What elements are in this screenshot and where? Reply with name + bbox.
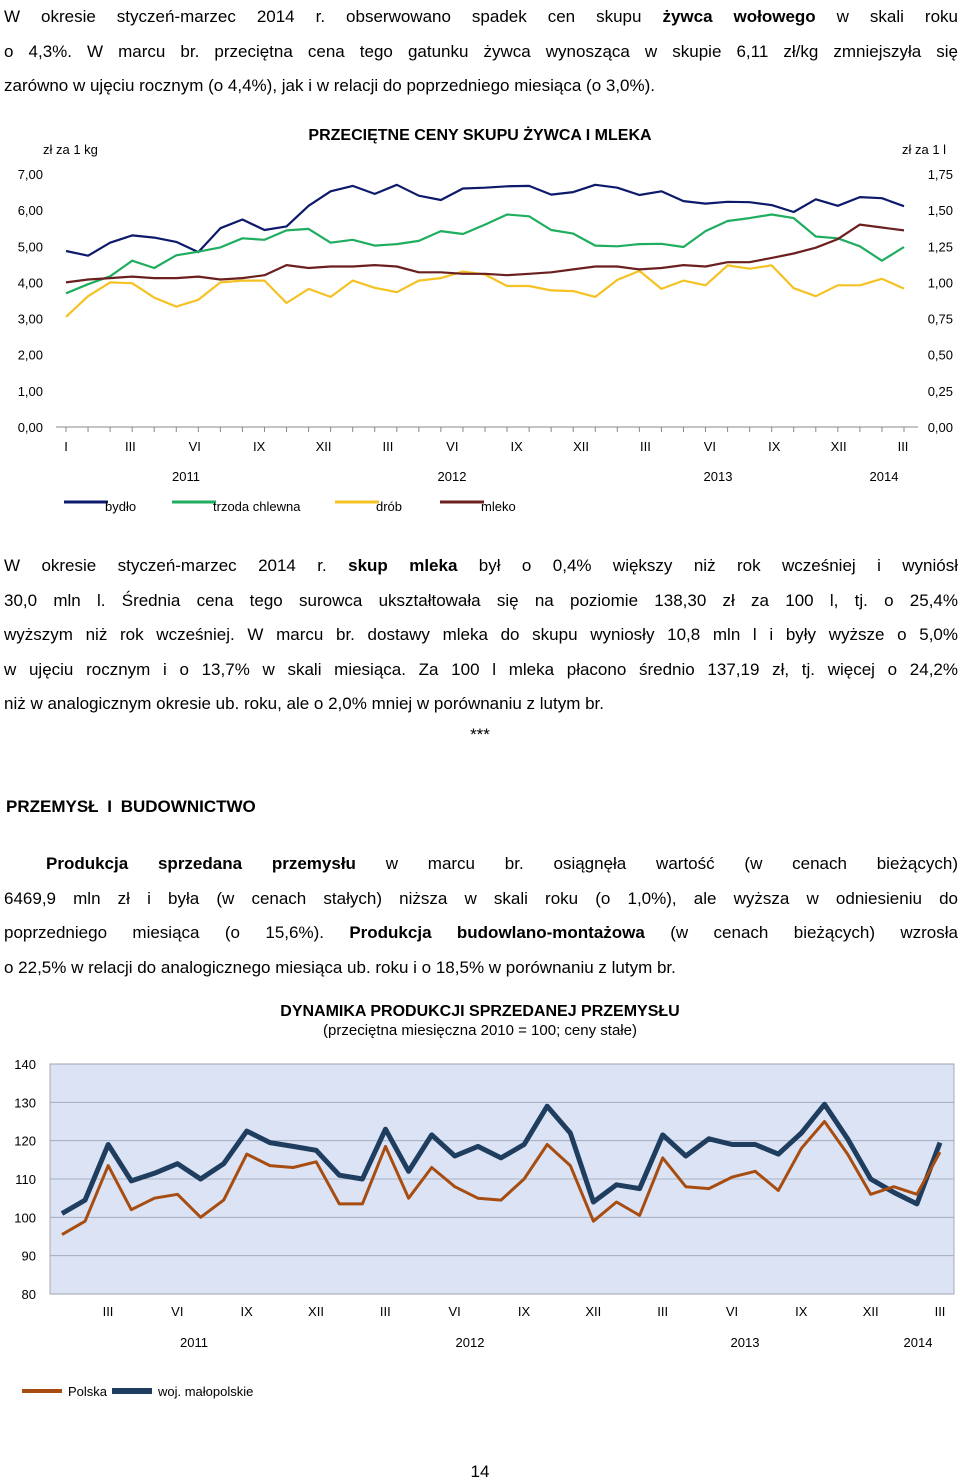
y-axis-ticks — [14, 1057, 36, 1302]
x-tick-label: XII — [573, 439, 590, 454]
x-tick-label: III — [379, 1304, 391, 1319]
year-label: 2014 — [869, 469, 899, 484]
x-tick-label: IX — [253, 439, 266, 454]
milk-line-5: niż w analogicznym okresie ub. roku, ale o 2,0% mniej w porównaniu z lutym br. — [4, 694, 605, 713]
x-tick-label: VI — [188, 439, 201, 454]
milk-paragraph — [4, 549, 958, 722]
series-line-bydlo — [66, 185, 904, 256]
right-tick-label: 1,25 — [927, 239, 953, 255]
year-label: 2011 — [180, 1335, 208, 1350]
series-line-trzoda — [66, 215, 904, 294]
x-tick-label: XII — [315, 439, 332, 454]
livestock-line-3: zarówno w ujęciu rocznym (o 4,4%), jak i w relacji do poprzedniego miesiąca (o 3,0%). — [4, 76, 656, 95]
legend-label: bydło — [105, 499, 137, 514]
left-axis-unit: zł za 1 kg — [43, 142, 98, 157]
year-label: 2014 — [903, 1335, 933, 1350]
right-tick-label: 0,50 — [927, 347, 953, 363]
right-tick-label: 0,75 — [927, 311, 953, 327]
x-tick-label: III — [640, 439, 651, 454]
right-axis-unit: zł za 1 l — [902, 142, 947, 157]
text-segment: poprzedniego miesiąca (o 15,6%). — [4, 923, 350, 942]
bold-term: Produkcja sprzedana przemysłu — [46, 854, 356, 873]
chart-title: PRZECIĘTNE CENY SKUPU ŻYWCA I MLEKA — [308, 127, 652, 144]
y-tick-label: 80 — [21, 1287, 36, 1302]
x-tick-label: VI — [171, 1304, 184, 1319]
x-tick-label: XII — [830, 439, 847, 454]
chart-title: DYNAMIKA PRODUKCJI SPRZEDANEJ PRZEMYSŁU — [280, 1003, 680, 1020]
left-tick-label: 0,00 — [17, 420, 43, 435]
left-tick-label: 5,00 — [17, 239, 43, 255]
x-tick-label: III — [102, 1304, 114, 1319]
section-heading: PRZEMYSŁ I BUDOWNICTWO — [6, 797, 256, 816]
year-label: 2012 — [437, 469, 467, 484]
x-tick-label: XII — [862, 1304, 879, 1319]
year-label: 2013 — [703, 469, 733, 484]
left-tick-label: 2,00 — [17, 347, 43, 363]
y-tick-label: 130 — [14, 1095, 36, 1111]
year-label: 2013 — [730, 1335, 760, 1350]
y-tick-label: 120 — [14, 1133, 36, 1149]
x-tick-label: XII — [585, 1304, 602, 1319]
livestock-price-chart — [0, 110, 960, 530]
industry-line-4: o 22,5% w relacji do analogicznego miesiąca ub. roku i o 18,5% w porównaniu z lutym br. — [4, 957, 676, 977]
bold-term: skup mleka — [348, 556, 458, 575]
livestock-line-1 — [4, 0, 958, 35]
industry-line-2: 6469,9 mln zł i była (w cenach stałych) niższa w skali roku (o 1,0%), ale wyższa w odniesieniu do — [4, 888, 958, 908]
industry-paragraph — [4, 847, 958, 985]
milk-line-1 — [4, 549, 958, 584]
page-number: 14 — [470, 1462, 490, 1481]
industrial-production-chart — [0, 990, 960, 1410]
chart-subtitle: (przeciętna miesięczna 2010 = 100; ceny stałe) — [323, 1022, 637, 1039]
chart-legend — [22, 1384, 253, 1399]
x-tick-label: IX — [768, 439, 781, 454]
right-tick-label: 0,25 — [927, 383, 953, 399]
right-tick-label: 1,50 — [927, 203, 953, 219]
text-segment: W okresie styczeń-marzec 2014 r. — [4, 556, 349, 575]
right-axis-ticks — [928, 167, 953, 435]
bold-term: Produkcja budowlano-montażowa — [349, 923, 645, 942]
x-tick-label: IX — [517, 1304, 531, 1319]
right-tick-label: 1,00 — [927, 275, 953, 291]
milk-line-3: wyższym niż rok wcześniej. W marcu br. dostawy mleka do skupu wyniosły 10,8 mln l i były wyższe o 5,0% — [4, 625, 958, 644]
year-label: 2011 — [172, 469, 200, 484]
left-tick-label: 6,00 — [17, 203, 43, 219]
x-tick-label: III — [382, 439, 394, 454]
y-tick-label: 90 — [21, 1248, 36, 1264]
left-axis-ticks — [18, 167, 43, 435]
x-tick-label: IX — [240, 1304, 253, 1319]
text-segment: był o 0,4% większy niż rok wcześniej i wyniósł — [457, 556, 958, 575]
y-tick-label: 100 — [14, 1210, 36, 1226]
x-tick-label: I — [64, 439, 68, 454]
x-tick-label: XII — [308, 1304, 324, 1319]
text-segment: w marcu br. osiągnęła wartość (w cenach bieżących) — [355, 854, 958, 873]
year-label: 2012 — [455, 1335, 485, 1350]
text-segment: W okresie styczeń-marzec 2014 r. obserwowano spadek cen skupu — [4, 7, 663, 26]
legend-label: mleko — [481, 499, 516, 514]
legend-label: trzoda chlewna — [213, 499, 301, 514]
x-tick-label: VI — [725, 1304, 739, 1319]
right-tick-label: 1,75 — [927, 167, 953, 182]
right-tick-label: 0,00 — [927, 420, 953, 435]
x-tick-label: III — [934, 1304, 946, 1319]
section-separator: *** — [470, 725, 490, 744]
left-tick-label: 4,00 — [17, 275, 43, 291]
left-tick-label: 3,00 — [17, 311, 43, 327]
legend-label: woj. małopolskie — [158, 1384, 254, 1399]
industry-line-1 — [4, 847, 958, 882]
series-lines — [66, 185, 904, 317]
x-tick-label: VI — [446, 439, 459, 454]
legend-label: drób — [376, 499, 403, 514]
x-axis-ticks — [103, 1304, 946, 1350]
y-tick-label: 140 — [14, 1057, 36, 1072]
left-tick-label: 1,00 — [17, 383, 43, 399]
industry-line-3 — [4, 916, 958, 951]
x-axis-ticks — [64, 427, 908, 484]
livestock-line-2: o 4,3%. W marcu br. przeciętna cena tego gatunku żywca wynosząca w skupie 6,11 zł/kg zmniejszyła się — [4, 41, 958, 61]
x-tick-label: VI — [703, 439, 716, 454]
bold-term: żywca wołowego — [662, 7, 816, 26]
x-tick-label: VI — [448, 1304, 461, 1319]
left-tick-label: 7,00 — [17, 167, 43, 182]
x-tick-label: III — [897, 439, 909, 454]
x-tick-label: III — [657, 1304, 669, 1319]
text-segment: w skali roku — [815, 7, 958, 26]
y-tick-label: 110 — [15, 1172, 36, 1187]
livestock-paragraph — [4, 0, 958, 104]
text-segment: (w cenach bieżących) wzrosła — [644, 923, 958, 942]
legend-label: Polska — [68, 1384, 108, 1399]
chart-legend — [64, 499, 516, 514]
milk-line-4: w ujęciu rocznym i o 13,7% w skali miesiąca. Za 100 l mleka płacono średnio 137,19 zł, tj. więcej o 24,2% — [4, 659, 958, 679]
milk-line-2: 30,0 mln l. Średnia cena tego surowca ukształtowała się na poziomie 138,30 zł za 100 l, tj. o 25,4% — [4, 590, 958, 610]
x-tick-label: IX — [795, 1304, 808, 1319]
x-tick-label: III — [124, 439, 136, 454]
x-tick-label: IX — [510, 439, 523, 454]
